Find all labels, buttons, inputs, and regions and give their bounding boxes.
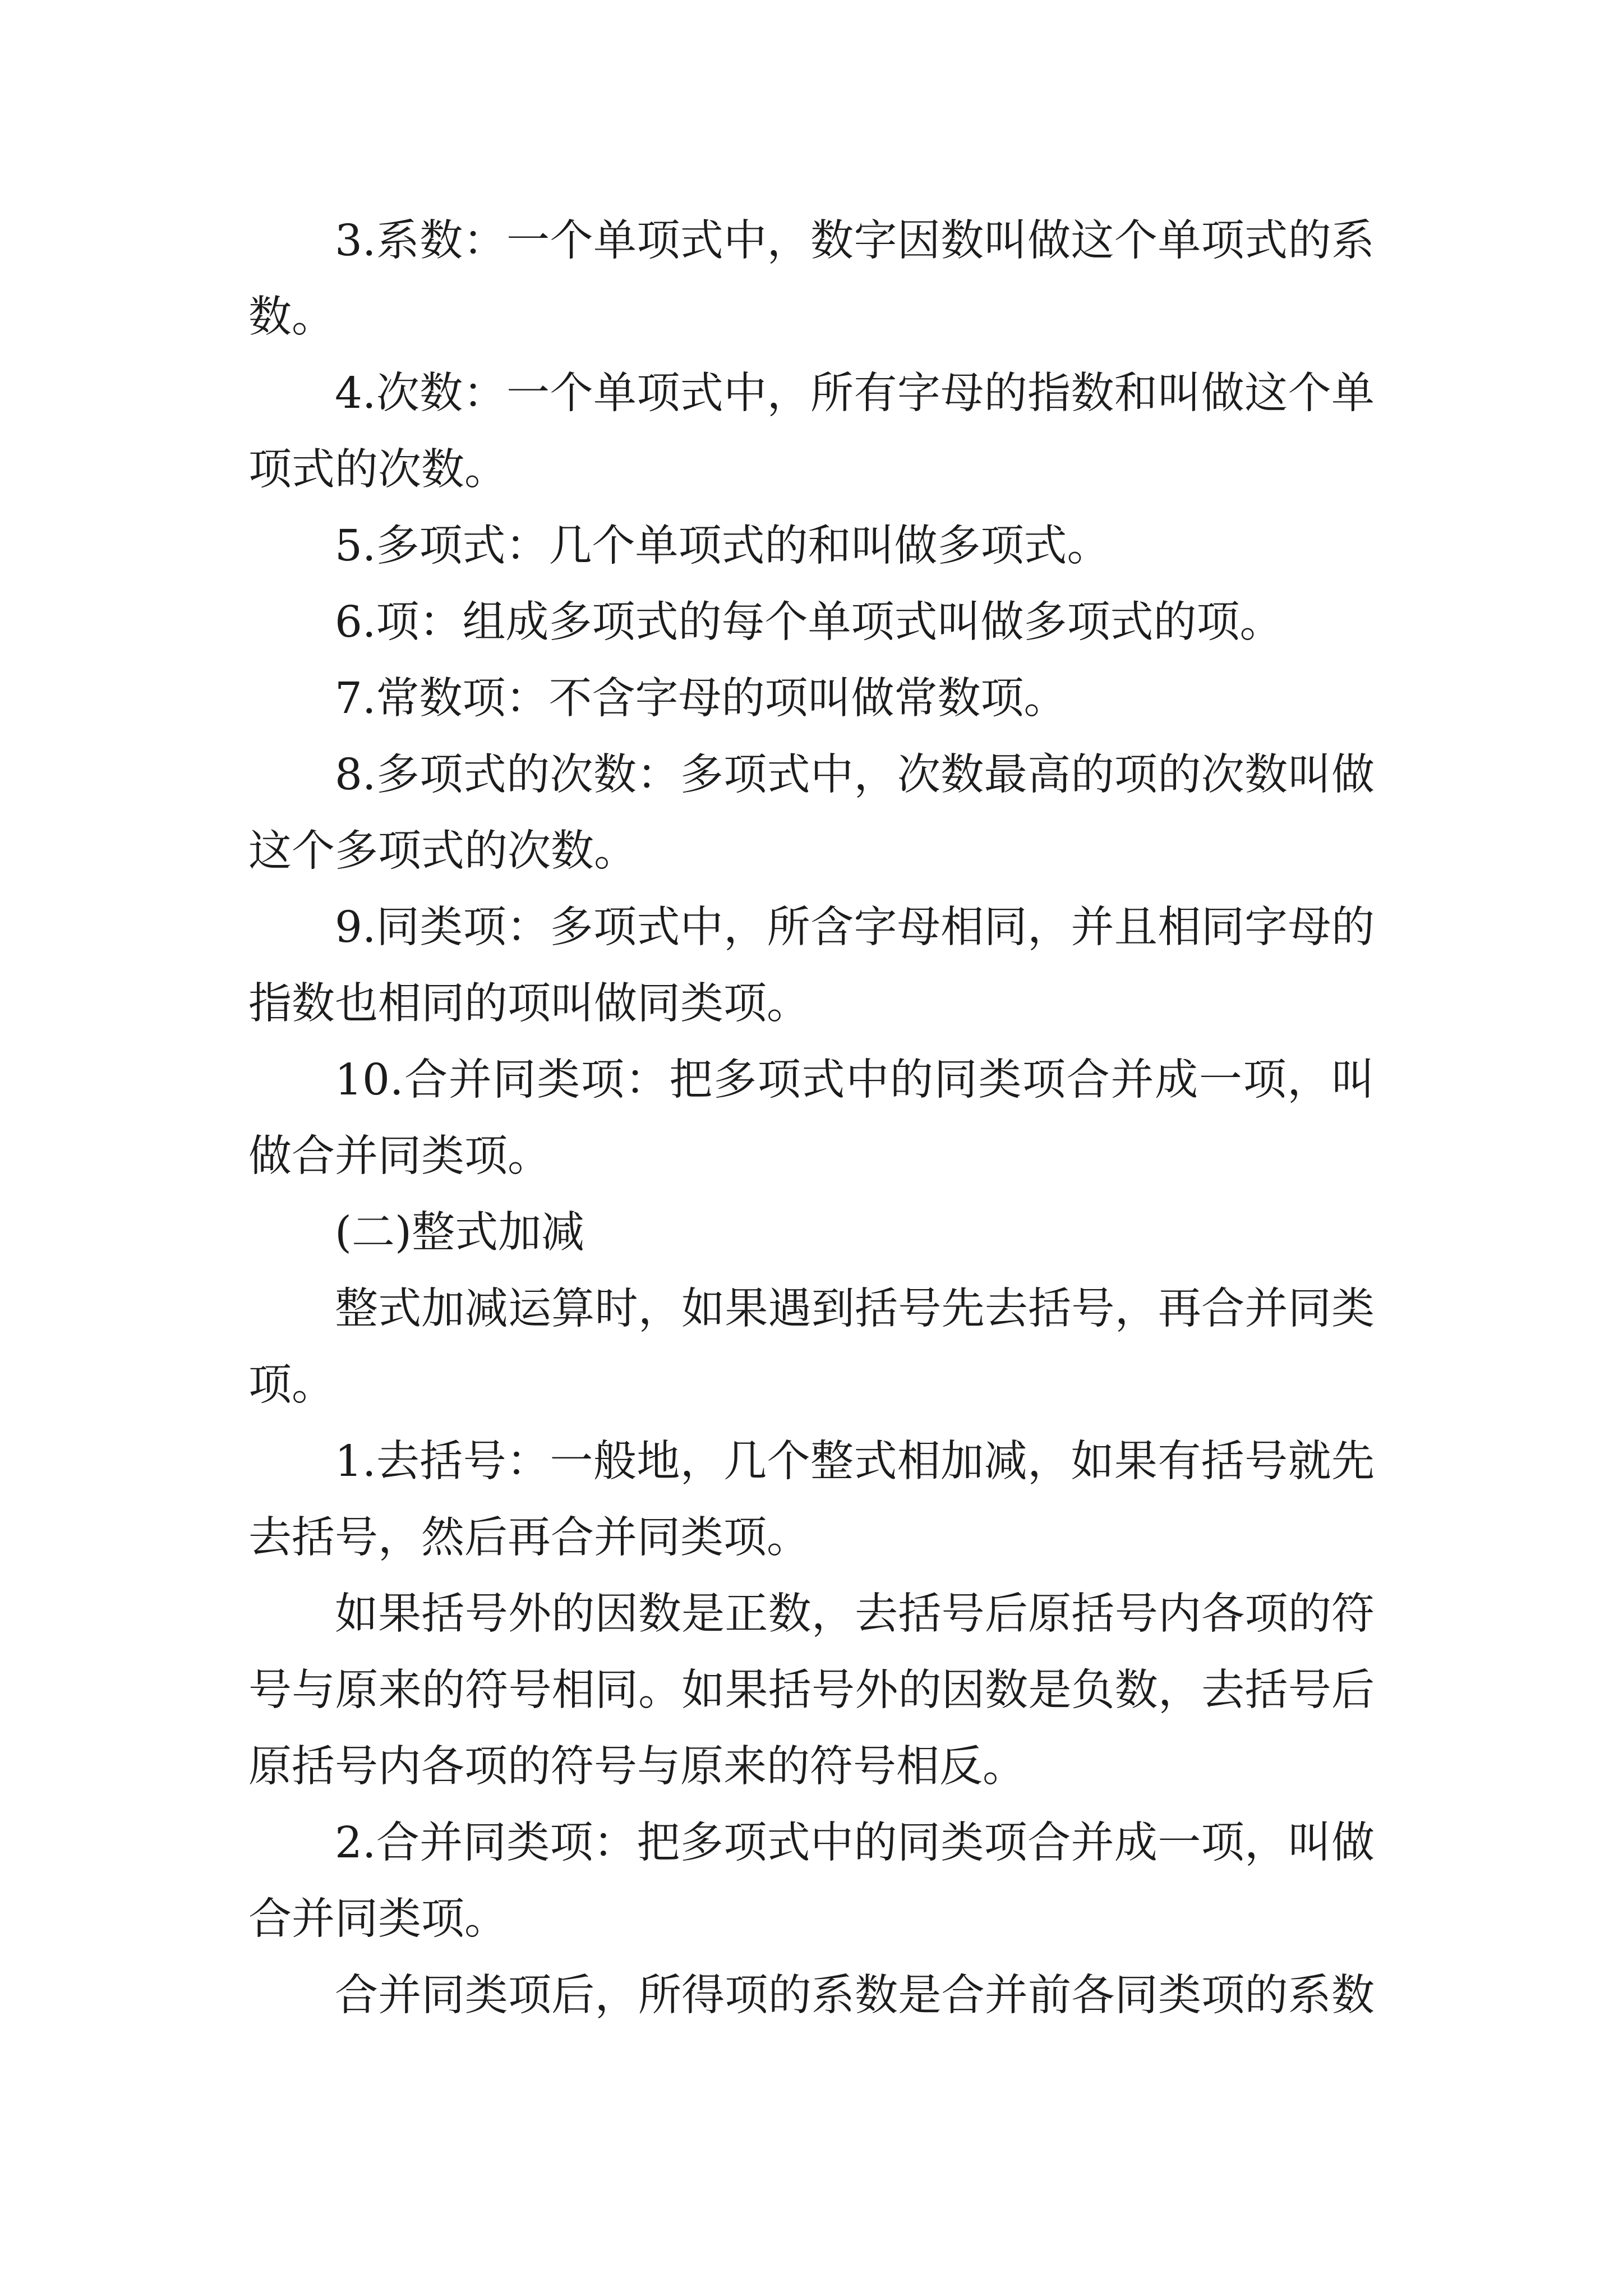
section-heading-text: (二)整式加减 [335, 1208, 585, 1258]
text-line: 合并同类项后，所得项的系数是合并前各同类项的系数 [335, 1971, 1375, 2021]
text-line: 9.同类项：多项式中，所含字母相同，并且相同字母的 [335, 903, 1375, 953]
paragraph-term [248, 585, 1375, 661]
text-line: 如果括号外的因数是正数，去括号后原括号内各项的符 [335, 1589, 1375, 1639]
text-line: 6.项：组成多项式的每个单项式叫做多项式的项。 [335, 597, 1283, 647]
paragraph-remove-brackets [248, 1424, 1375, 1576]
paragraph-coefficient [248, 203, 1375, 356]
text-line: 项式的次数。 [248, 445, 508, 495]
text-line: 5.多项式：几个单项式的和叫做多项式。 [335, 521, 1110, 571]
paragraph-constant-term [248, 661, 1375, 737]
text-line: 原括号内各项的符号与原来的符号相反。 [248, 1742, 1026, 1792]
text-line: 8.多项式的次数：多项式中，次数最高的项的次数叫做 [335, 750, 1375, 800]
document-body [248, 203, 1375, 2034]
text-line: 合并同类项。 [248, 1894, 508, 1944]
paragraph-degree [248, 356, 1375, 508]
text-line: 2.合并同类项：把多项式中的同类项合并成一项，叫做 [335, 1818, 1375, 1868]
text-line: 指数也相同的项叫做同类项。 [248, 979, 810, 1029]
text-line: 10.合并同类项：把多项式中的同类项合并成一项，叫 [335, 1055, 1375, 1105]
text-line: 7.常数项：不含字母的项叫做常数项。 [335, 674, 1067, 724]
paragraph-combine-like-terms-2 [248, 1805, 1375, 1958]
text-line: 整式加减运算时，如果遇到括号先去括号，再合并同类 [335, 1284, 1375, 1334]
text-line: 这个多项式的次数。 [248, 826, 637, 876]
text-line: 1.去括号：一般地，几个整式相加减，如果有括号就先 [335, 1437, 1375, 1487]
paragraph-polynomial [248, 508, 1375, 585]
text-line: 项。 [248, 1360, 335, 1410]
text-line: 做合并同类项。 [248, 1131, 551, 1181]
paragraph-combine-like-terms [248, 1042, 1375, 1195]
paragraph-polynomial-degree [248, 737, 1375, 890]
paragraph-like-terms [248, 890, 1375, 1042]
section-heading [248, 1195, 1375, 1271]
text-line: 号与原来的符号相同。如果括号外的因数是负数，去括号后 [248, 1665, 1375, 1715]
paragraph-addition-subtraction [248, 1271, 1375, 1424]
text-line: 3.系数：一个单项式中，数字因数叫做这个单项式的系 [335, 216, 1375, 266]
text-line: 数。 [248, 292, 335, 342]
paragraph-coefficient-after-combining [248, 1958, 1375, 2034]
text-line: 去括号，然后再合并同类项。 [248, 1513, 810, 1563]
text-line: 4.次数：一个单项式中，所有字母的指数和叫做这个单 [335, 369, 1375, 418]
paragraph-bracket-sign-rule [248, 1576, 1375, 1805]
